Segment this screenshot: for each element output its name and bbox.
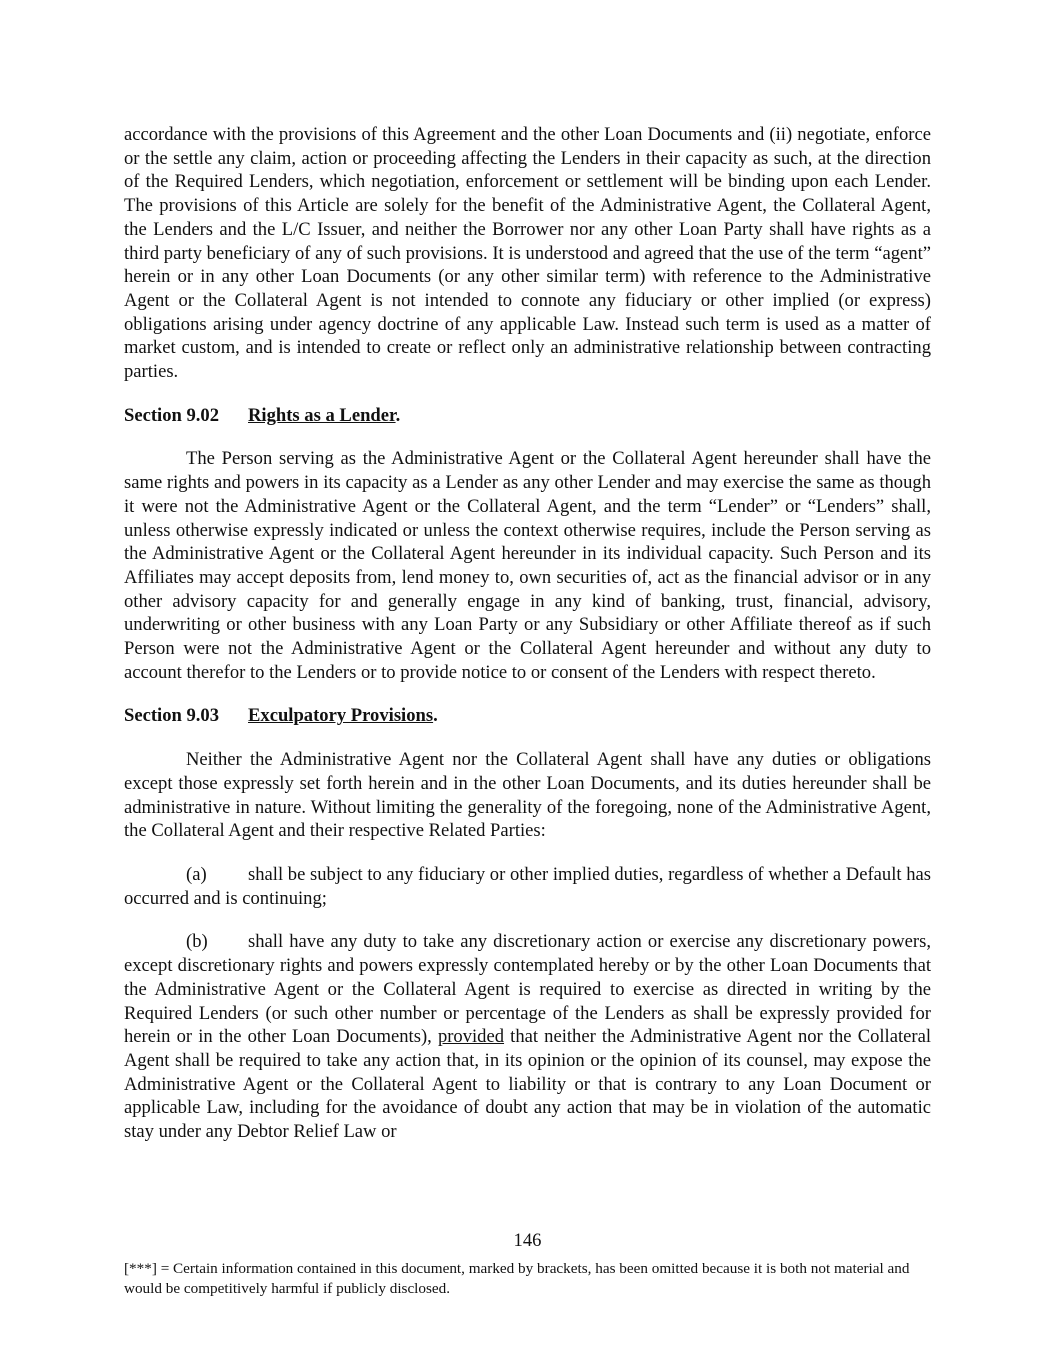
item-text: shall be subject to any fiduciary or other implied duties, regardless of whether a Default has occurred and is continuing; xyxy=(124,863,931,909)
item-label: (a) xyxy=(186,863,207,885)
section-heading-9-02 xyxy=(124,404,931,428)
section-title: Rights as a Lender xyxy=(248,404,396,426)
document-page xyxy=(124,123,931,1164)
footnote: [***] = Certain information contained in this document, marked by brackets, has been omitted because it is both not material and would be competitively harmful if publicly disclosed. xyxy=(124,1260,910,1297)
item-text-after: that neither the Administrative Agent nor the Collateral Agent shall be required to take any action that, in its opinion or the opinion of its counsel, may expose the Administrative Agent or the Collateral Agent to liability or that is contrary to any Loan Document or applicable Law, including for the avoidance of doubt any action that may be in violation of the automatic stay under any Debtor Relief Law or xyxy=(124,1026,932,1143)
item-underlined-term: provided xyxy=(437,1026,505,1048)
page-number: 146 xyxy=(513,1230,542,1251)
section-heading-9-03 xyxy=(124,704,931,728)
list-item-b xyxy=(124,930,931,1143)
item-text-before: shall have any duty to take any discretionary action or exercise any discretionary powers, except discretionary rights and powers expressly contemplated hereby or by the other Loan Documents that the Administrative Agent or the Collateral Agent is required to exercise as directed in writing by the Required Lenders (or such other number or percentage of the Lenders as shall be expressly provided for herein or in the other Loan Documents), xyxy=(124,931,931,1048)
section-title-suffix: . xyxy=(433,705,438,727)
section-title: Exculpatory Provisions xyxy=(248,705,434,727)
section-number: Section 9.03 xyxy=(124,705,220,727)
section-9-02-body: The Person serving as the Administrative Agent or the Collateral Agent hereunder shall have the same rights and powers in its capacity as a Lender as any other Lender and may exercise the same as though it were not the Administrative Agent or the Collateral Agent, and the term “Lender” or “Lenders” shall, unless otherwise expressly indicated or unless the context otherwise requires, include the Person serving as the Administrative Agent or the Collateral Agent hereunder in its individual capacity. Such Person and its Affiliates may accept deposits from, lend money to, own securities of, act as the financial advisor or in any other advisory capacity for and generally engage in any kind of banking, trust, financial, advisory, underwriting or other business with any Loan Party or any Subsidiary or other Affiliate thereof as if such Person were not the Administrative Agent or the Collateral Agent hereunder and without any duty to account therefor to the Lenders or to provide notice to or consent of the Lenders with respect thereto. xyxy=(124,448,931,683)
intro-paragraph: accordance with the provisions of this Agreement and the other Loan Documents and (ii) negotiate, enforce or the settle any claim, action or proceeding affecting the Lenders in their capacity as such, at the direction of the Required Lenders, which negotiation, enforcement or settlement will be binding upon each Lender. The provisions of this Article are solely for the benefit of the Administrative Agent, the Collateral Agent, the Lenders and the L/C Issuer, and neither the Borrower nor any other Loan Party shall have rights as a third party beneficiary of any of such provisions. It is understood and agreed that the use of the term “agent” herein or in any other Loan Documents (or any other similar term) with reference to the Administrative Agent or the Collateral Agent is not intended to connote any fiduciary or other implied (or express) obligations arising under agency doctrine of any applicable Law. Instead such term is used as a matter of market custom, and is intended to create or reflect only an administrative relationship between contracting parties. xyxy=(124,124,931,383)
section-number: Section 9.02 xyxy=(124,404,220,426)
section-9-03-body: Neither the Administrative Agent nor the Collateral Agent shall have any duties or obligations except those expressly set forth herein and in the other Loan Documents, and its duties hereunder shall be administrative in nature. Without limiting the generality of the foregoing, none of the Administrative Agent, the Collateral Agent and their respective Related Parties: xyxy=(124,749,931,842)
section-title-suffix: . xyxy=(395,404,401,426)
item-label: (b) xyxy=(186,931,208,953)
list-item-a xyxy=(124,863,931,910)
